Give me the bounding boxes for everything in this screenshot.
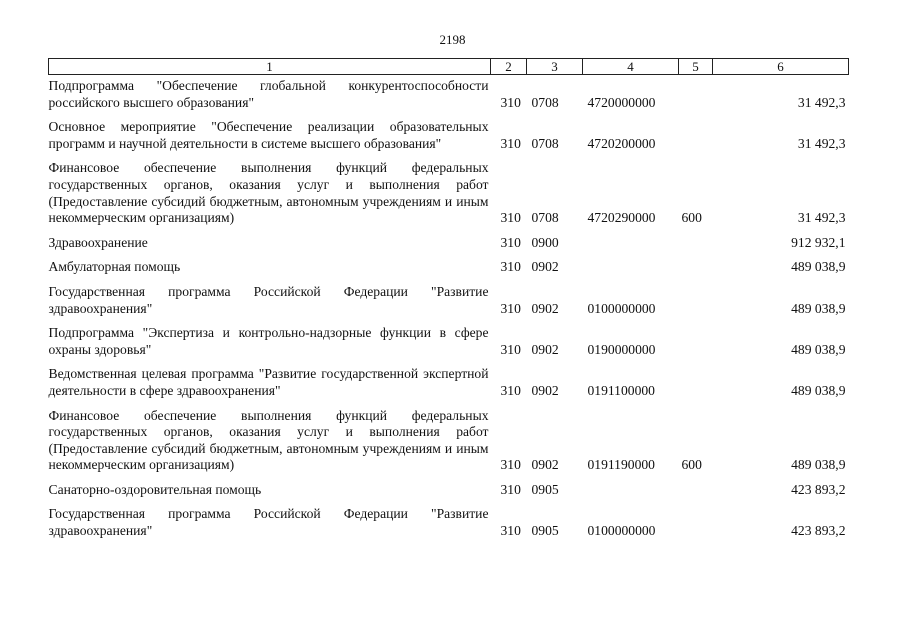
row-section: 0902 xyxy=(531,300,559,316)
row-expense-type xyxy=(679,235,713,260)
row-expense-type xyxy=(679,119,713,160)
row-sum: 489 038,9 xyxy=(791,341,846,357)
row-expense-type xyxy=(679,325,713,366)
table-body xyxy=(49,75,849,548)
row-gr: 310 xyxy=(500,210,521,226)
row-sum: 31 492,3 xyxy=(797,210,846,226)
table-row xyxy=(49,366,849,407)
row-name: Основное мероприятие "Обеспечение реализации образовательных программ и научной деятельности в системе высшего образования" xyxy=(48,119,489,151)
row-section: 0905 xyxy=(531,523,559,539)
row-sum: 31 492,3 xyxy=(797,135,846,151)
row-section: 0708 xyxy=(531,94,559,110)
row-gr: 310 xyxy=(500,382,521,398)
row-target: 0100000000 xyxy=(587,523,656,539)
row-sum: 423 893,2 xyxy=(791,523,846,539)
row-section: 0902 xyxy=(531,259,559,275)
row-sum: 423 893,2 xyxy=(791,481,846,497)
row-gr: 310 xyxy=(500,234,521,250)
row-gr: 310 xyxy=(500,94,521,110)
row-expense-type xyxy=(679,506,713,547)
row-name: Ведомственная целевая программа "Развитие государственной экспертной деятельности в сфере здравоохранения" xyxy=(48,366,489,398)
row-sum: 31 492,3 xyxy=(797,94,846,110)
row-sum: 489 038,9 xyxy=(791,457,846,473)
row-target: 0191190000 xyxy=(587,457,655,473)
row-target: 0100000000 xyxy=(587,300,656,316)
row-sum: 489 038,9 xyxy=(791,259,846,275)
row-expense-type xyxy=(679,75,713,120)
header-col-expense-type: 5 xyxy=(679,59,713,75)
header-row xyxy=(49,59,849,75)
header-col-name: 1 xyxy=(49,59,491,75)
table-header xyxy=(49,59,849,75)
row-section: 0902 xyxy=(531,382,559,398)
row-target xyxy=(583,482,679,507)
row-name: Подпрограмма "Обеспечение глобальной конкурентоспособности российского высшего образования" xyxy=(48,78,489,110)
row-target xyxy=(583,235,679,260)
row-section: 0900 xyxy=(531,234,559,250)
header-col-gr: 2 xyxy=(491,59,527,75)
row-gr: 310 xyxy=(500,523,521,539)
row-name: Здравоохранение xyxy=(48,234,148,250)
row-target: 0191100000 xyxy=(587,382,655,398)
row-expense-type xyxy=(679,284,713,325)
row-name: Государственная программа Российской Федерации "Развитие здравоохранения" xyxy=(48,283,489,316)
table-row xyxy=(49,119,849,160)
row-sum: 912 932,1 xyxy=(791,234,846,250)
row-expense-type xyxy=(679,366,713,407)
row-expense-type xyxy=(679,259,713,284)
table-row xyxy=(49,284,849,325)
row-expense-type: 600 xyxy=(681,457,702,473)
row-gr: 310 xyxy=(500,457,521,473)
row-sum: 489 038,9 xyxy=(791,382,846,398)
row-gr: 310 xyxy=(500,135,521,151)
row-gr: 310 xyxy=(500,481,521,497)
table-row xyxy=(49,75,849,120)
header-col-section: 3 xyxy=(527,59,583,75)
row-target xyxy=(583,259,679,284)
row-section: 0708 xyxy=(531,210,559,226)
table-row xyxy=(49,482,849,507)
row-target: 4720000000 xyxy=(587,94,656,110)
row-sum: 489 038,9 xyxy=(791,300,846,316)
table-row xyxy=(49,506,849,547)
header-col-sum: 6 xyxy=(713,59,849,75)
page-number: 2198 xyxy=(439,32,466,47)
row-name: Финансовое обеспечение выполнения функций федеральных государственных органов, оказания услуг и выполнения работ (Предоставление субсидий бюджетным, автономным учреждениям и иным некоммерческим организациям) xyxy=(48,160,489,226)
row-section: 0905 xyxy=(531,481,559,497)
row-name: Санаторно-оздоровительная помощь xyxy=(48,481,262,497)
row-gr: 310 xyxy=(500,341,521,357)
row-target: 4720290000 xyxy=(587,210,656,226)
row-gr: 310 xyxy=(500,300,521,316)
row-name: Подпрограмма "Экспертиза и контрольно-надзорные функции в сфере охраны здоровья" xyxy=(48,325,489,357)
row-section: 0902 xyxy=(531,457,559,473)
row-expense-type: 600 xyxy=(681,210,702,226)
table-row xyxy=(49,259,849,284)
table-row xyxy=(49,408,849,482)
table-row xyxy=(49,325,849,366)
row-section: 0708 xyxy=(531,135,559,151)
row-gr: 310 xyxy=(500,259,521,275)
table-row xyxy=(49,235,849,260)
row-target: 4720200000 xyxy=(587,135,656,151)
header-col-target: 4 xyxy=(583,59,679,75)
row-section: 0902 xyxy=(531,341,559,357)
row-expense-type xyxy=(679,482,713,507)
row-target: 0190000000 xyxy=(587,341,656,357)
row-name: Финансовое обеспечение выполнения функций федеральных государственных органов, оказания услуг и выполнения работ (Предоставление субсидий бюджетным, автономным учреждениям и иным некоммерческим организациям) xyxy=(48,407,489,473)
row-name: Государственная программа Российской Федерации "Развитие здравоохранения" xyxy=(48,506,489,539)
row-name: Амбулаторная помощь xyxy=(48,259,181,275)
budget-table xyxy=(48,58,849,548)
table-row xyxy=(49,160,849,234)
